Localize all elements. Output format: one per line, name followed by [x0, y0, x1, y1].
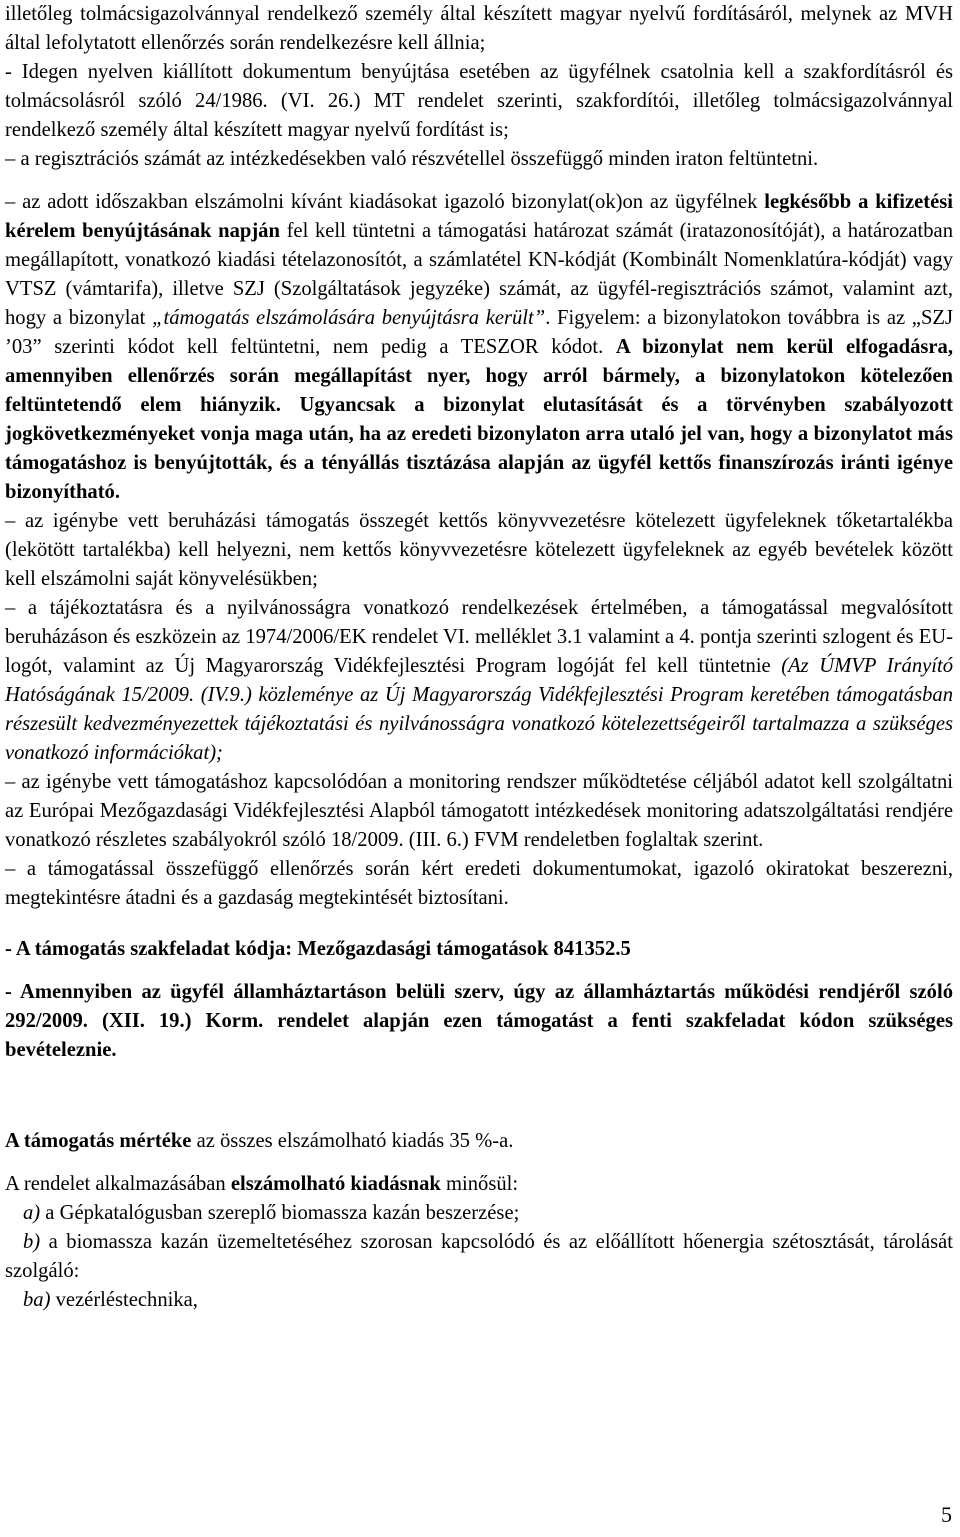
paragraph-support-rate — [5, 1127, 953, 1156]
paragraph-translation-requirements — [5, 0, 953, 174]
bold-segment: elszámolható kiadásnak — [230, 1173, 441, 1195]
text-segment: illetőleg tolmácsigazolvánnyal rendelkező személy által készített magyar nyelvű fordításáról, melynek az MVH által lefolytatott ellenőrzés során rendelkezésre kell állnia; — [5, 3, 953, 54]
document-page — [5, 0, 953, 1315]
list-item-ba — [5, 1286, 953, 1315]
paragraph-invoice-requirements — [5, 188, 953, 507]
text-segment: – a regisztrációs számát az intézkedésekben való részvétellel összefüggő minden iraton feltüntetni. — [5, 148, 819, 170]
paragraph-capital-reserve: – az igénybe vett beruházási támogatás összegét kettős könyvvezetésre kötelezett ügyfeleknek tőketartalékba (lekötött tartalékba) kell helyezni, nem kettős könyvvezetésre kötelezett ügyfeleknek az egyéb bevételek között kell elszámolni saját könyvelésükben; — [5, 510, 953, 590]
paragraph-publicity — [5, 594, 953, 768]
text-segment: minősül: — [440, 1173, 519, 1195]
list-label: b) — [23, 1231, 41, 1253]
text-segment: - Idegen nyelven kiállított dokumentum benyújtása esetében az ügyfélnek csatolnia kell a szakfordításról és tolmácsolásról szóló 24/1986. (VI. 26.) MT rendelet szerinti, szakfordítói, illetőleg tolmácsigazolvánnyal rendelkező személy által készített magyar nyelvű fordítást is; — [5, 61, 953, 141]
list-text: a biomassza kazán üzemeltetéséhez szorosan kapcsolódó és az előállított hőenergia szétosztását, tárolását szolgáló: — [5, 1231, 953, 1282]
text-segment: A rendelet alkalmazásában — [5, 1173, 231, 1195]
list-item-a — [5, 1199, 953, 1228]
text-segment: az összes elszámolható kiadás 35 %-a. — [191, 1130, 514, 1152]
paragraph-task-code — [5, 935, 953, 964]
text-segment: – a tájékoztatásra és a nyilvánosságra vonatkozó rendelkezések értelmében, a támogatással megvalósított beruházáson és eszközein az 1974/2006/EK rendelet VI. melléklet 3.1 valamint a 4. pontja szerinti szlogent és EU-logót, valamint az Új Magyarország Vidékfejlesztési Program logóját fel kell tüntetnie — [5, 597, 953, 677]
paragraph-inspection: – a támogatással összefüggő ellenőrzés során kért eredeti dokumentumokat, igazoló okiratokat beszerezni, megtekintésre átadni és a gazdaság megtekintését biztosítani. — [5, 858, 953, 909]
list-label: ba) — [23, 1289, 51, 1311]
italic-segment: „támogatás elszámolására benyújtásra került” — [152, 307, 546, 329]
text-segment: – az adott időszakban elszámolni kívánt kiadásokat igazoló bizonylat(ok)on az ügyfélnek — [5, 191, 765, 213]
bold-segment: A bizonylat nem kerül elfogadásra, amennyiben ellenőrzés során megállapítást nyer, hogy arról bármely, a bizonylatokon kötelezően feltüntetendő elem hiányzik. Ugyancsak a bizonylat elutasítását és a törvényben szabályozott jogkövetkezményeket vonja maga után, ha az eredeti bizonylaton arra utaló jel van, hogy a bizonylatot más támogatáshoz is benyújtották, és a tényállás tisztázása alapján az ügyfél kettős finanszírozás iránti igénye bizonyítható. — [5, 336, 953, 503]
text-segment: . Figyelem: a bizonylatokon továbbra is az „SZJ ’03” szerinti kódot kell feltüntetni, nem pedig a TESZOR kódot. — [5, 307, 953, 358]
bold-segment: legkésőbb a kifizetési kérelem benyújtásának napján — [5, 191, 953, 242]
list-item-b — [5, 1228, 953, 1286]
list-text: vezérléstechnika, — [50, 1289, 198, 1311]
list-label: a) — [23, 1202, 41, 1224]
paragraph-public-finance — [5, 978, 953, 1065]
italic-segment: (Az ÚMVP Irányító Hatóságának 15/2009. (IV.9.) közleménye az Új Magyarország Vidékfejlesztési Program keretében támogatásban részesült kedvezményezettek tájékoztatási és nyilvánosságra vonatkozó kötelezettségeiről tartalmazza a szükséges vonatkozó információkat); — [5, 655, 953, 764]
bold-segment: - Amennyiben az ügyfél államháztartáson belüli szerv, úgy az államháztartás működési rendjéről szóló 292/2009. (XII. 19.) Korm. rendelet alapján ezen támogatást a fenti szakfeladat kódon szükséges bevételeznie. — [5, 981, 953, 1061]
text-segment: fel kell tüntetni a támogatási határozat számát (iratazonosítóját), a határozatban megállapított, vonatkozó kiadási tételazonosítót, a számlatétel KN-kódját (Kombinált Nomenklatúra-kódját) vagy VTSZ (vámtarifa), illetve SZJ (Szolgáltatások jegyzéke) számát, az ügyfél-regisztrációs számot, valamint azt, hogy a bizonylat — [5, 220, 953, 329]
paragraph-monitoring: – az igénybe vett támogatáshoz kapcsolódóan a monitoring rendszer működtetése céljából adatot kell szolgáltatni az Európai Mezőgazdasági Vidékfejlesztési Alapból támogatott intézkedések monitoring adatszolgáltatási rendjére vonatkozó részletes szabályokról szóló 18/2009. (III. 6.) FVM rendeletben foglaltak szerint. — [5, 771, 953, 851]
paragraph-eligible-costs-intro — [5, 1170, 953, 1199]
list-text: a Gépkatalógusban szereplő biomassza kazán beszerzése; — [40, 1202, 520, 1224]
page-number: 5 — [941, 1502, 952, 1527]
bold-segment: - A támogatás szakfeladat kódja: Mezőgazdasági támogatások 841352.5 — [5, 938, 631, 960]
bold-segment: A támogatás mértéke — [5, 1130, 192, 1152]
